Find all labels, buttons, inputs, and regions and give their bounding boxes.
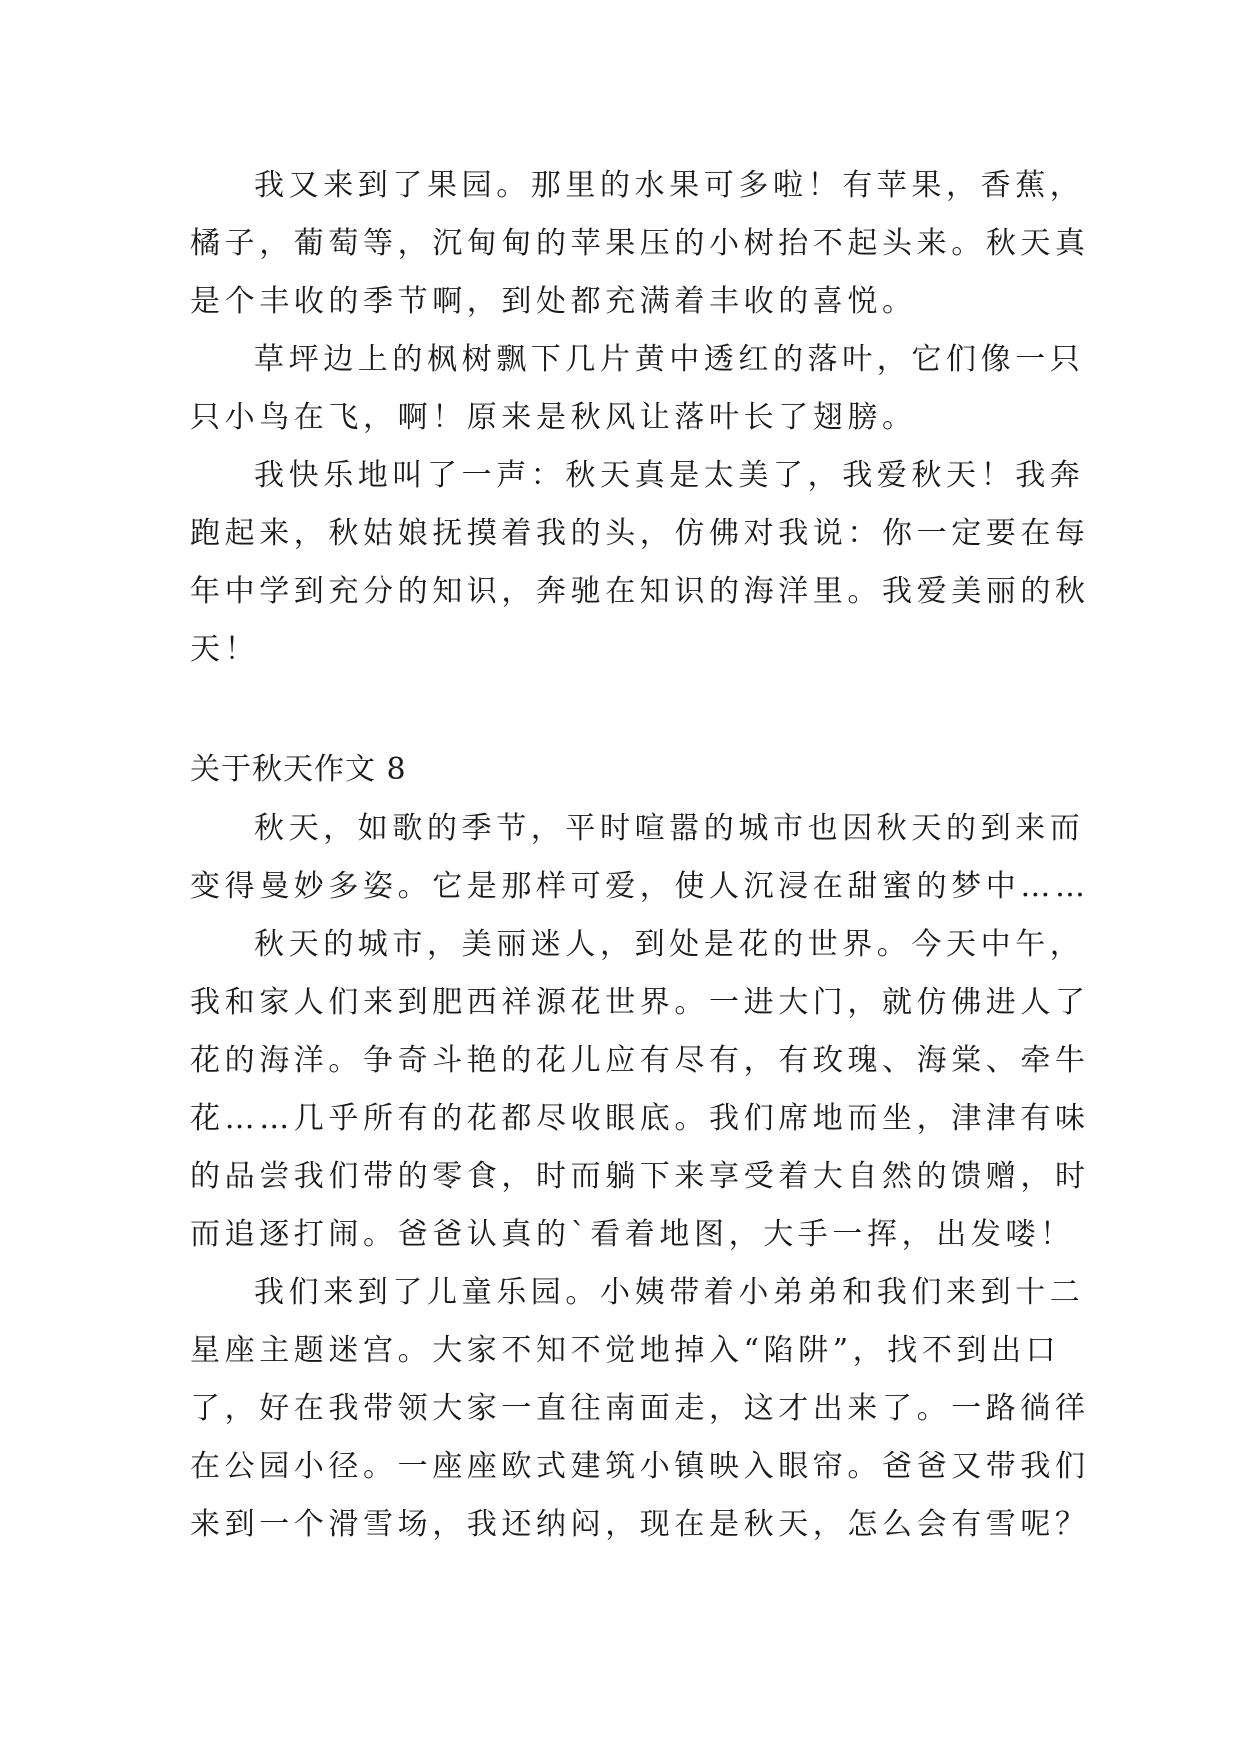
text-line: 是个丰收的季节啊，到处都充满着丰收的喜悦。 bbox=[190, 284, 917, 319]
paragraph bbox=[190, 157, 1090, 331]
text-line: 的品尝我们带的零食，时而躺下来享受着大自然的馈赠，时 bbox=[190, 1159, 1090, 1194]
text-line: 我和家人们来到肥西祥源花世界。一进大门，就仿佛进人了 bbox=[190, 985, 1090, 1020]
text-line: 星座主题迷宫。大家不知不觉地掉入“陷阱”，找不到出口 bbox=[190, 1333, 1061, 1368]
text-line: 我们来到了儿童乐园。小姨带着小弟弟和我们来到十二 bbox=[254, 1275, 1085, 1310]
text-line: 花……几乎所有的花都尽收眼底。我们席地而坐，津津有味 bbox=[190, 1101, 1090, 1136]
section1-body bbox=[190, 157, 1090, 679]
text-line: 花的海洋。争奇斗艳的花儿应有尽有，有玫瑰、海棠、牵牛 bbox=[190, 1043, 1090, 1078]
text-line: 年中学到充分的知识，奔驰在知识的海洋里。我爱美丽的秋 bbox=[190, 574, 1090, 609]
text-line: 橘子，葡萄等，沉甸甸的苹果压的小树抬不起头来。秋天真 bbox=[190, 226, 1090, 261]
text-line: 跑起来，秋姑娘抚摸着我的头，仿佛对我说：你一定要在每 bbox=[190, 516, 1090, 551]
text-line: 而追逐打闹。爸爸认真的`看着地图，大手一挥，出发喽！ bbox=[190, 1217, 1075, 1252]
section2-body bbox=[190, 800, 1090, 1554]
text-line: 我快乐地叫了一声：秋天真是太美了，我爱秋天！我奔 bbox=[254, 458, 1085, 493]
text-line: 来到一个滑雪场，我还纳闷，现在是秋天，怎么会有雪呢？ bbox=[190, 1507, 1090, 1542]
text-line: 了，好在我带领大家一直往南面走，这才出来了。一路徜徉 bbox=[190, 1391, 1090, 1426]
paragraph bbox=[190, 916, 1090, 1264]
paragraph bbox=[190, 447, 1090, 679]
text-line: 我又来到了果园。那里的水果可多啦！有苹果，香蕉， bbox=[254, 168, 1085, 203]
section-title: 关于秋天作文 8 bbox=[190, 752, 407, 787]
text-line: 秋天，如歌的季节，平时喧嚣的城市也因秋天的到来而 bbox=[254, 811, 1085, 846]
text-line: 变得曼妙多姿。它是那样可爱，使人沉浸在甜蜜的梦中…… bbox=[190, 869, 1090, 904]
text-line: 天！ bbox=[190, 632, 260, 667]
text-line: 在公园小径。一座座欧式建筑小镇映入眼帘。爸爸又带我们 bbox=[190, 1449, 1090, 1484]
text-line: 秋天的城市，美丽迷人，到处是花的世界。今天中午， bbox=[254, 927, 1085, 962]
text-line: 只小鸟在飞，啊！原来是秋风让落叶长了翅膀。 bbox=[190, 400, 917, 435]
paragraph bbox=[190, 331, 1085, 447]
paragraph bbox=[190, 800, 1090, 916]
text-line: 草坪边上的枫树飘下几片黄中透红的落叶，它们像一只 bbox=[254, 342, 1085, 377]
paragraph bbox=[190, 1264, 1090, 1554]
